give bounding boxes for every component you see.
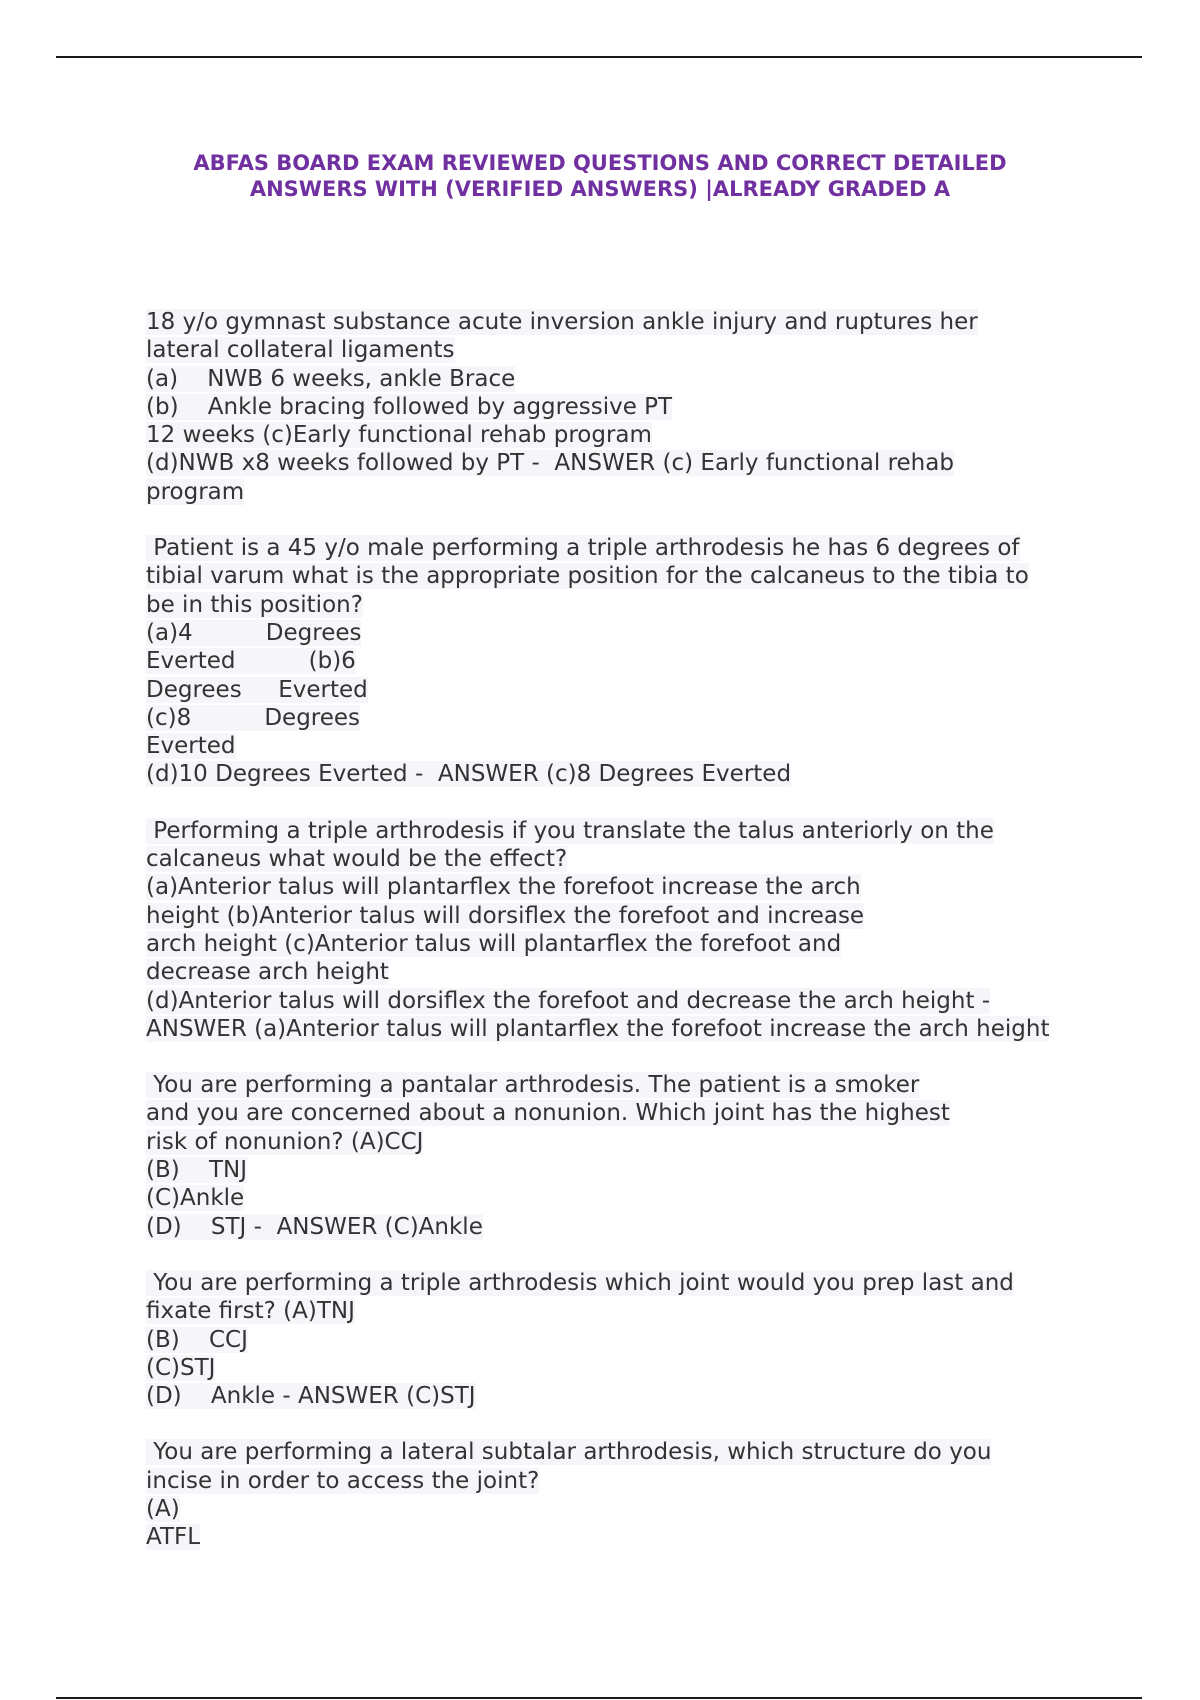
question-text: incise in order to access the joint?	[146, 1467, 540, 1494]
question-text: 12 weeks (c)Early functional rehab program	[146, 422, 652, 449]
question-line	[146, 704, 1106, 732]
question-text: Everted	[146, 733, 236, 760]
question-text: You are performing a lateral subtalar arthrodesis, which structure do you	[146, 1439, 992, 1466]
question-line	[146, 845, 1106, 873]
question-line	[146, 1326, 1106, 1354]
question-text: (A)	[146, 1495, 180, 1522]
question-line	[146, 1213, 1106, 1241]
question-text: (D) STJ - ANSWER (C)Ankle	[146, 1213, 483, 1240]
question-text: (B) CCJ	[146, 1326, 248, 1353]
question-line	[146, 1297, 1106, 1325]
question-text: (c)8 Degrees	[146, 704, 361, 731]
question-text: (C)Ankle	[146, 1185, 245, 1212]
question-text: Everted (b)6	[146, 648, 356, 675]
question-line	[146, 449, 1106, 477]
question-text: 18 y/o gymnast substance acute inversion ankle injury and ruptures her	[146, 309, 978, 335]
question-line	[146, 308, 1106, 336]
question-line	[146, 534, 1106, 562]
question-text: and you are concerned about a nonunion. Which joint has the highest	[146, 1100, 950, 1127]
question-text: (B) TNJ	[146, 1157, 248, 1184]
document-title	[120, 150, 1080, 202]
question-text: (b) Ankle bracing followed by aggressive PT	[146, 393, 673, 420]
question-line	[146, 365, 1106, 393]
question-line	[146, 421, 1106, 449]
question-text: program	[146, 478, 245, 505]
question-line	[146, 873, 1106, 901]
question-line	[146, 902, 1106, 930]
question-block	[146, 534, 1106, 789]
question-text: (a) NWB 6 weeks, ankle Brace	[146, 365, 516, 392]
question-line	[146, 562, 1106, 590]
question-text: (D) Ankle - ANSWER (C)STJ	[146, 1383, 476, 1410]
question-block	[146, 1071, 1106, 1241]
question-text: Performing a triple arthrodesis if you translate the talus anteriorly on the	[146, 817, 994, 844]
question-text: lateral collateral ligaments	[146, 337, 455, 364]
question-text: fixate first? (A)TNJ	[146, 1298, 355, 1325]
question-block	[146, 1269, 1106, 1410]
question-line	[146, 1184, 1106, 1212]
header-rule	[56, 56, 1142, 58]
question-text: You are performing a pantalar arthrodesis. The patient is a smoker	[146, 1072, 920, 1099]
question-block	[146, 1438, 1106, 1551]
question-line	[146, 732, 1106, 760]
question-line	[146, 1071, 1106, 1099]
question-line	[146, 1354, 1106, 1382]
question-line	[146, 1382, 1106, 1410]
question-line	[146, 1495, 1106, 1523]
question-text: tibial varum what is the appropriate position for the calcaneus to the tibia to	[146, 563, 1029, 590]
question-text: (a)4 Degrees	[146, 619, 362, 646]
question-text: height (b)Anterior talus will dorsiflex the forefoot and increase	[146, 902, 865, 929]
question-list	[146, 308, 1106, 1580]
question-line	[146, 1015, 1106, 1043]
question-text: calcaneus what would be the effect?	[146, 846, 568, 873]
question-text: ANSWER (a)Anterior talus will plantarflex the forefoot increase the arch height	[146, 1015, 1050, 1042]
question-line	[146, 1156, 1106, 1184]
question-line	[146, 336, 1106, 364]
question-line	[146, 987, 1106, 1015]
footer-rule	[56, 1697, 1142, 1699]
question-line	[146, 478, 1106, 506]
question-text: decrease arch height	[146, 959, 389, 986]
question-text: (d)NWB x8 weeks followed by PT - ANSWER (c) Early functional rehab	[146, 450, 954, 477]
question-text: (C)STJ	[146, 1354, 216, 1381]
question-line	[146, 676, 1106, 704]
question-line	[146, 760, 1106, 788]
question-text: ATFL	[146, 1524, 201, 1551]
question-text: Patient is a 45 y/o male performing a triple arthrodesis he has 6 degrees of	[146, 535, 1020, 562]
question-text: (a)Anterior talus will plantarflex the forefoot increase the arch	[146, 874, 861, 901]
question-line	[146, 1128, 1106, 1156]
question-text: (d)10 Degrees Everted - ANSWER (c)8 Degrees Everted	[146, 761, 792, 788]
question-text: Degrees Everted	[146, 676, 368, 703]
question-line	[146, 1099, 1106, 1127]
question-text: (d)Anterior talus will dorsiflex the forefoot and decrease the arch height -	[146, 987, 991, 1014]
question-line	[146, 647, 1106, 675]
question-line	[146, 591, 1106, 619]
question-text: risk of nonunion? (A)CCJ	[146, 1128, 424, 1155]
title-line: ANSWERS WITH (VERIFIED ANSWERS) |ALREADY GRADED A	[249, 177, 951, 201]
question-line	[146, 1269, 1106, 1297]
question-text: You are performing a triple arthrodesis which joint would you prep last and	[146, 1269, 1014, 1296]
question-line	[146, 1523, 1106, 1551]
question-line	[146, 393, 1106, 421]
title-line: ABFAS BOARD EXAM REVIEWED QUESTIONS AND CORRECT DETAILED	[193, 151, 1007, 175]
question-line	[146, 958, 1106, 986]
question-block	[146, 817, 1106, 1043]
question-text: arch height (c)Anterior talus will plantarflex the forefoot and	[146, 930, 842, 957]
question-line	[146, 817, 1106, 845]
question-line	[146, 1467, 1106, 1495]
question-line	[146, 619, 1106, 647]
question-line	[146, 930, 1106, 958]
question-text: be in this position?	[146, 591, 363, 618]
question-line	[146, 1438, 1106, 1466]
question-block	[146, 308, 1106, 506]
